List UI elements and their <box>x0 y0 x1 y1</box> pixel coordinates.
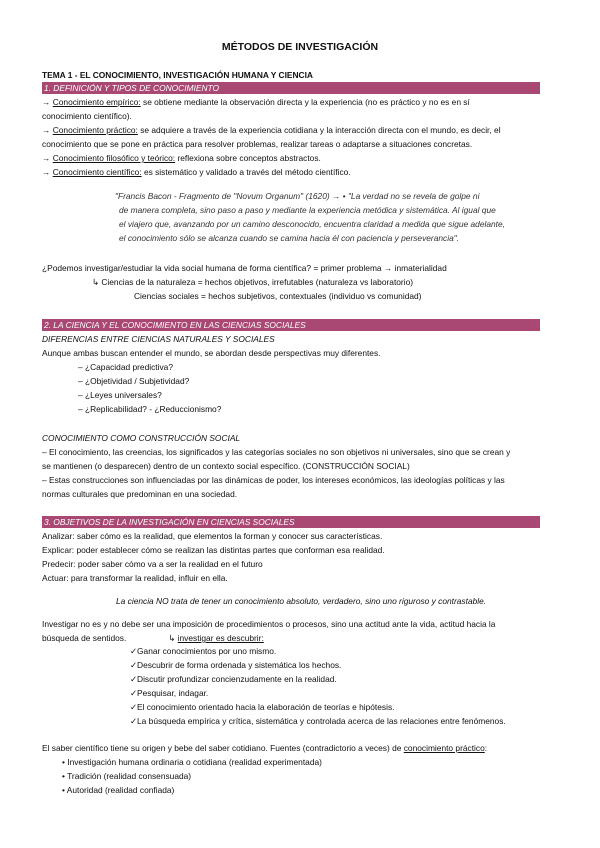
term-cientifico: Conocimiento científico: <box>52 167 142 177</box>
line-practico-cont: conocimiento que se pone en práctica para resolver problemas, realizar tareas o adaptarse a situaciones concretas. <box>42 139 473 149</box>
topic-heading: TEMA 1 - EL CONOCIMIENTO, INVESTIGACIÓN HUMANA Y CIENCIA <box>42 70 313 80</box>
differences-intro: Aunque ambas buscan entender el mundo, se abordan desde perspectivas muy diferentes. <box>42 348 381 358</box>
check-item: ✓La búsqueda empírica y crítica, sistemática y controlada acerca de las relaciones entre fenómenos. <box>130 716 506 726</box>
sources-line: El saber científico tiene su origen y bebe del saber cotidiano. Fuentes (contradictorio a veces) de conocimiento práctico: <box>42 743 488 753</box>
bacon-quote-4: el conocimiento sólo se alcanza cuando se camina hacia él con paciencia y perseverancia". <box>119 233 460 243</box>
page-title: MÉTODOS DE INVESTIGACIÓN <box>221 41 379 53</box>
question-item: – ¿Leyes universales? <box>78 390 162 400</box>
section-2-title: 2. LA CIENCIA Y EL CONOCIMIENTO EN LAS CIENCIAS SOCIALES <box>44 320 306 330</box>
line-cientifico: → Conocimiento científico: es sistemático y validado a través del método científico. <box>42 167 351 177</box>
check-item: ✓Ganar conocimientos por uno mismo. <box>130 646 277 656</box>
term-descubrir: investigar es descubrir: <box>177 633 264 643</box>
line-empirico: → Conocimiento empírico: se obtiene mediante la observación directa y la experiencia (no es práctico y no es en sí <box>42 97 470 107</box>
construction-line-2: se mantienen (o desparecen) dentro de un contexto social específico. (CONSTRUCCIÓN SOCIAL) <box>42 461 410 471</box>
investigar-line-2: búsqueda de sentidos. ↳ investigar es descubrir: <box>42 633 264 643</box>
objective-actuar: Actuar: para transformar la realidad, influir en ella. <box>42 573 228 583</box>
term-empirico: Conocimiento empírico: <box>52 97 141 107</box>
question-item: – ¿Objetividad / Subjetividad? <box>78 376 190 386</box>
term-practico: Conocimiento práctico: <box>52 125 138 135</box>
construction-line-4: normas culturales que predominan en una sociedad. <box>42 489 238 499</box>
investigar-line-1: Investigar no es y no debe ser una imposición de procedimientos o procesos, sino una actitud ante la vida, actitud hacia la <box>42 619 496 629</box>
line-empirico-cont: conocimiento científico). <box>42 111 132 121</box>
differences-heading: DIFERENCIAS ENTRE CIENCIAS NATURALES Y SOCIALES <box>42 334 275 344</box>
question-line: ¿Podemos investigar/estudiar la vida social humana de forma científica? = primer problema → inmaterialidad <box>42 263 447 273</box>
source-bullet: • Tradición (realidad consensuada) <box>62 771 192 781</box>
check-item: ✓Discutir profundizar concienzudamente en la realidad. <box>130 674 337 684</box>
objective-analizar: Analizar: saber cómo es la realidad, que elementos la forman y conocer sus características. <box>42 531 383 541</box>
question-item: – ¿Replicabilidad? - ¿Reduccionismo? <box>78 404 222 414</box>
question-item: – ¿Capacidad predictiva? <box>78 362 173 372</box>
source-bullet: • Autoridad (realidad confiada) <box>62 785 175 795</box>
check-item: ✓Descubrir de forma ordenada y sistemática los hechos. <box>130 660 342 670</box>
check-item: ✓El conocimiento orientado hacia la elaboración de teorías e hipótesis. <box>130 702 395 712</box>
line-practico: → Conocimiento práctico: se adquiere a través de la experiencia cotidiana y la interacción directa con el mundo, es decir, el <box>42 125 501 135</box>
objective-predecir: Predecir: poder saber cómo va a ser la realidad en el futuro <box>42 559 263 569</box>
line-filosofico: → Conocimiento filosófico y teórico: reflexiona sobre conceptos abstractos. <box>42 153 321 163</box>
term-practico-2: conocimiento práctico <box>403 743 485 753</box>
section-3-title: 3. OBJETIVOS DE LA INVESTIGACIÓN EN CIENCIAS SOCIALES <box>44 517 295 527</box>
section-1-bar <box>42 82 540 94</box>
section-3-bar <box>42 516 540 528</box>
objective-explicar: Explicar: poder establecer cómo se realizan las distintas partes que conforman esa realidad. <box>42 545 385 555</box>
construction-line-3: – Estas construcciones son influenciadas por las dinámicas de poder, los intereses económicos, las ideologías políticas y las <box>42 475 505 485</box>
section-1-title: 1. DEFINICIÓN Y TIPOS DE CONOCIMIENTO <box>44 83 219 93</box>
bacon-quote-2: de manera completa, sino paso a paso y mediante la experiencia metódica y sistemática. Al igual que <box>119 205 496 215</box>
social-sciences-line: Ciencias sociales = hechos subjetivos, contextuales (individuo vs comunidad) <box>134 291 422 301</box>
science-quote: La ciencia NO trata de tener un conocimiento absoluto, verdadero, sino uno riguroso y contrastable. <box>116 596 487 606</box>
term-filosofico: Conocimiento filosófico y teórico: <box>52 153 176 163</box>
check-item: ✓Pesquisar, indagar. <box>130 688 209 698</box>
social-construction-heading: CONOCIMIENTO COMO CONSTRUCCIÓN SOCIAL <box>42 433 241 443</box>
construction-line-1: – El conocimiento, las creencias, los significados y las categorías sociales no son objetivos ni universales, sino que se crean y <box>42 447 511 457</box>
source-bullet: • Investigación humana ordinaria o cotidiana (realidad experimentada) <box>62 757 322 767</box>
natural-sciences-line: ↳ Ciencias de la naturaleza = hechos objetivos, irrefutables (naturaleza vs laboratorio) <box>92 277 414 287</box>
section-2-bar <box>42 319 540 331</box>
bacon-quote-3: el viajero que, avanzando por un camino desconocido, encuentra claridad a medida que sigue adelante, <box>119 219 505 229</box>
bacon-quote-1: "Francis Bacon - Fragmento de "Novum Organum" (1620) → • "La verdad no se revela de golpe ni <box>115 191 480 201</box>
